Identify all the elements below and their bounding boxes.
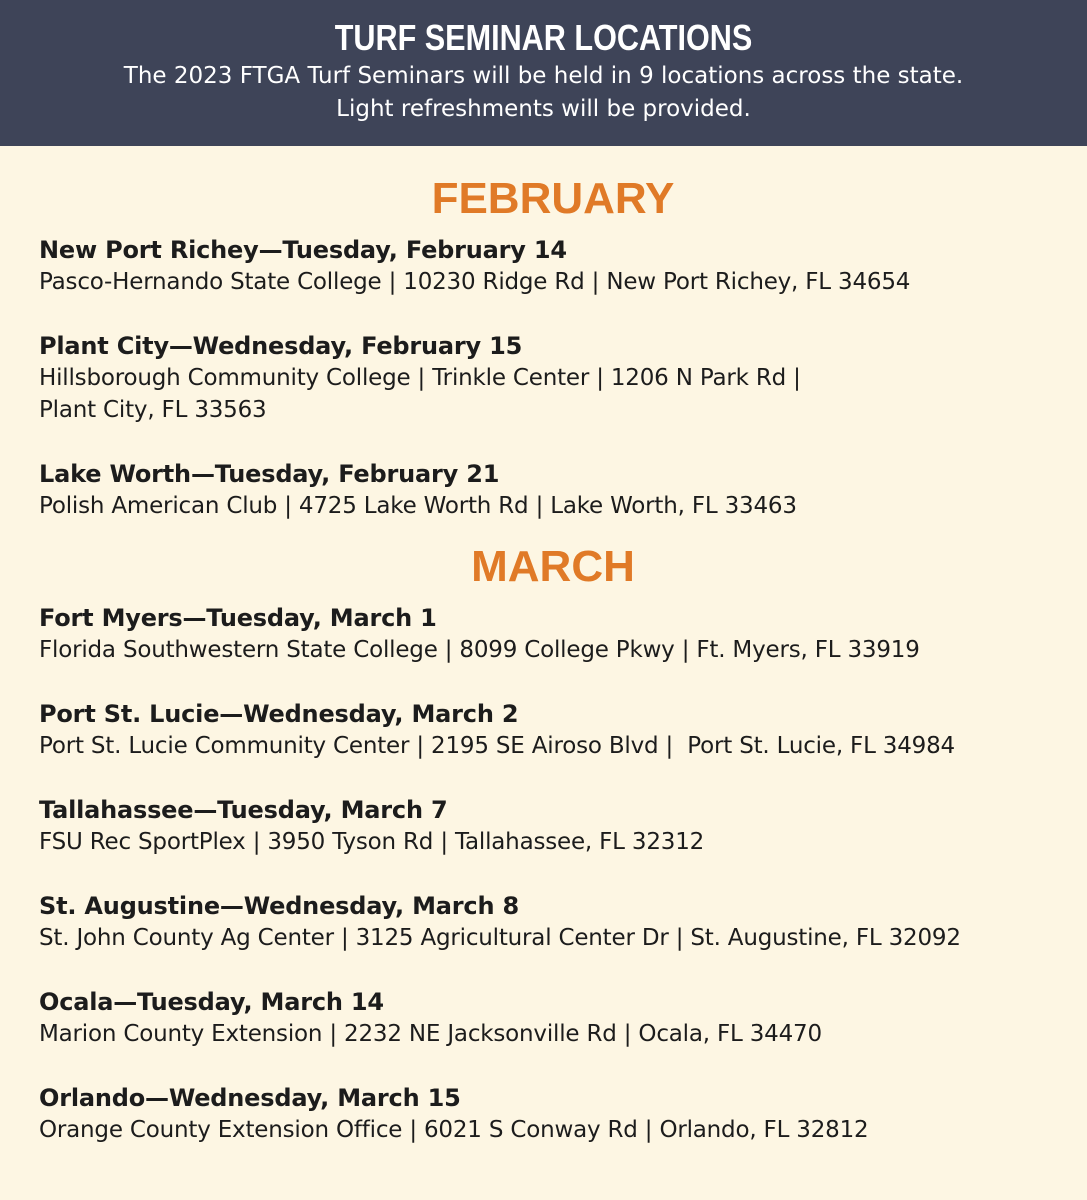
event-address: Port St. Lucie Community Center | 2195 SE Airoso Blvd | Port St. Lucie, FL 34984 — [39, 733, 955, 759]
event-plant-city — [39, 330, 1067, 426]
event-st-augustine — [39, 890, 1067, 954]
event-address: Florida Southwestern State College | 8099 College Pkwy | Ft. Myers, FL 33919 — [39, 637, 920, 663]
seminar-list — [0, 174, 1087, 1146]
event-title: Orlando—Wednesday, March 15 — [39, 1084, 461, 1112]
event-title: Fort Myers—Tuesday, March 1 — [39, 604, 437, 632]
month-heading-february: FEBRUARY — [431, 174, 675, 223]
event-title: Plant City—Wednesday, February 15 — [39, 332, 523, 360]
event-ocala — [39, 986, 1067, 1050]
event-address: Orange County Extension Office | 6021 S Conway Rd | Orlando, FL 32812 — [39, 1117, 869, 1143]
event-address: St. John County Ag Center | 3125 Agricultural Center Dr | St. Augustine, FL 32092 — [39, 925, 961, 951]
event-address-line2: Plant City, FL 33563 — [39, 397, 267, 423]
event-port-st-lucie — [39, 698, 1067, 762]
event-address: Hillsborough Community College | Trinkle Center | 1206 N Park Rd | — [39, 365, 801, 391]
event-title: New Port Richey—Tuesday, February 14 — [39, 236, 567, 264]
header-banner — [0, 0, 1087, 146]
month-heading-march: MARCH — [471, 542, 635, 591]
header-subtitle-line2: Light refreshments will be provided. — [336, 96, 751, 122]
header-subtitle-line1: The 2023 FTGA Turf Seminars will be held in 9 locations across the state. — [123, 63, 964, 89]
event-address: FSU Rec SportPlex | 3950 Tyson Rd | Tallahassee, FL 32312 — [39, 829, 705, 855]
event-title: St. Augustine—Wednesday, March 8 — [39, 892, 519, 920]
event-tallahassee — [39, 794, 1067, 858]
event-title: Tallahassee—Tuesday, March 7 — [39, 796, 448, 824]
event-title: Ocala—Tuesday, March 14 — [39, 988, 384, 1016]
event-title: Port St. Lucie—Wednesday, March 2 — [39, 700, 519, 728]
event-address: Pasco-Hernando State College | 10230 Ridge Rd | New Port Richey, FL 34654 — [39, 269, 911, 295]
event-fort-myers — [39, 602, 1067, 666]
event-orlando — [39, 1082, 1067, 1146]
page-title: TURF SEMINAR LOCATIONS — [334, 17, 753, 58]
event-address: Marion County Extension | 2232 NE Jacksonville Rd | Ocala, FL 34470 — [39, 1021, 822, 1047]
event-address: Polish American Club | 4725 Lake Worth Rd | Lake Worth, FL 33463 — [39, 493, 797, 519]
event-lake-worth — [39, 458, 1067, 522]
event-new-port-richey — [39, 234, 1067, 298]
event-title: Lake Worth—Tuesday, February 21 — [39, 460, 500, 488]
